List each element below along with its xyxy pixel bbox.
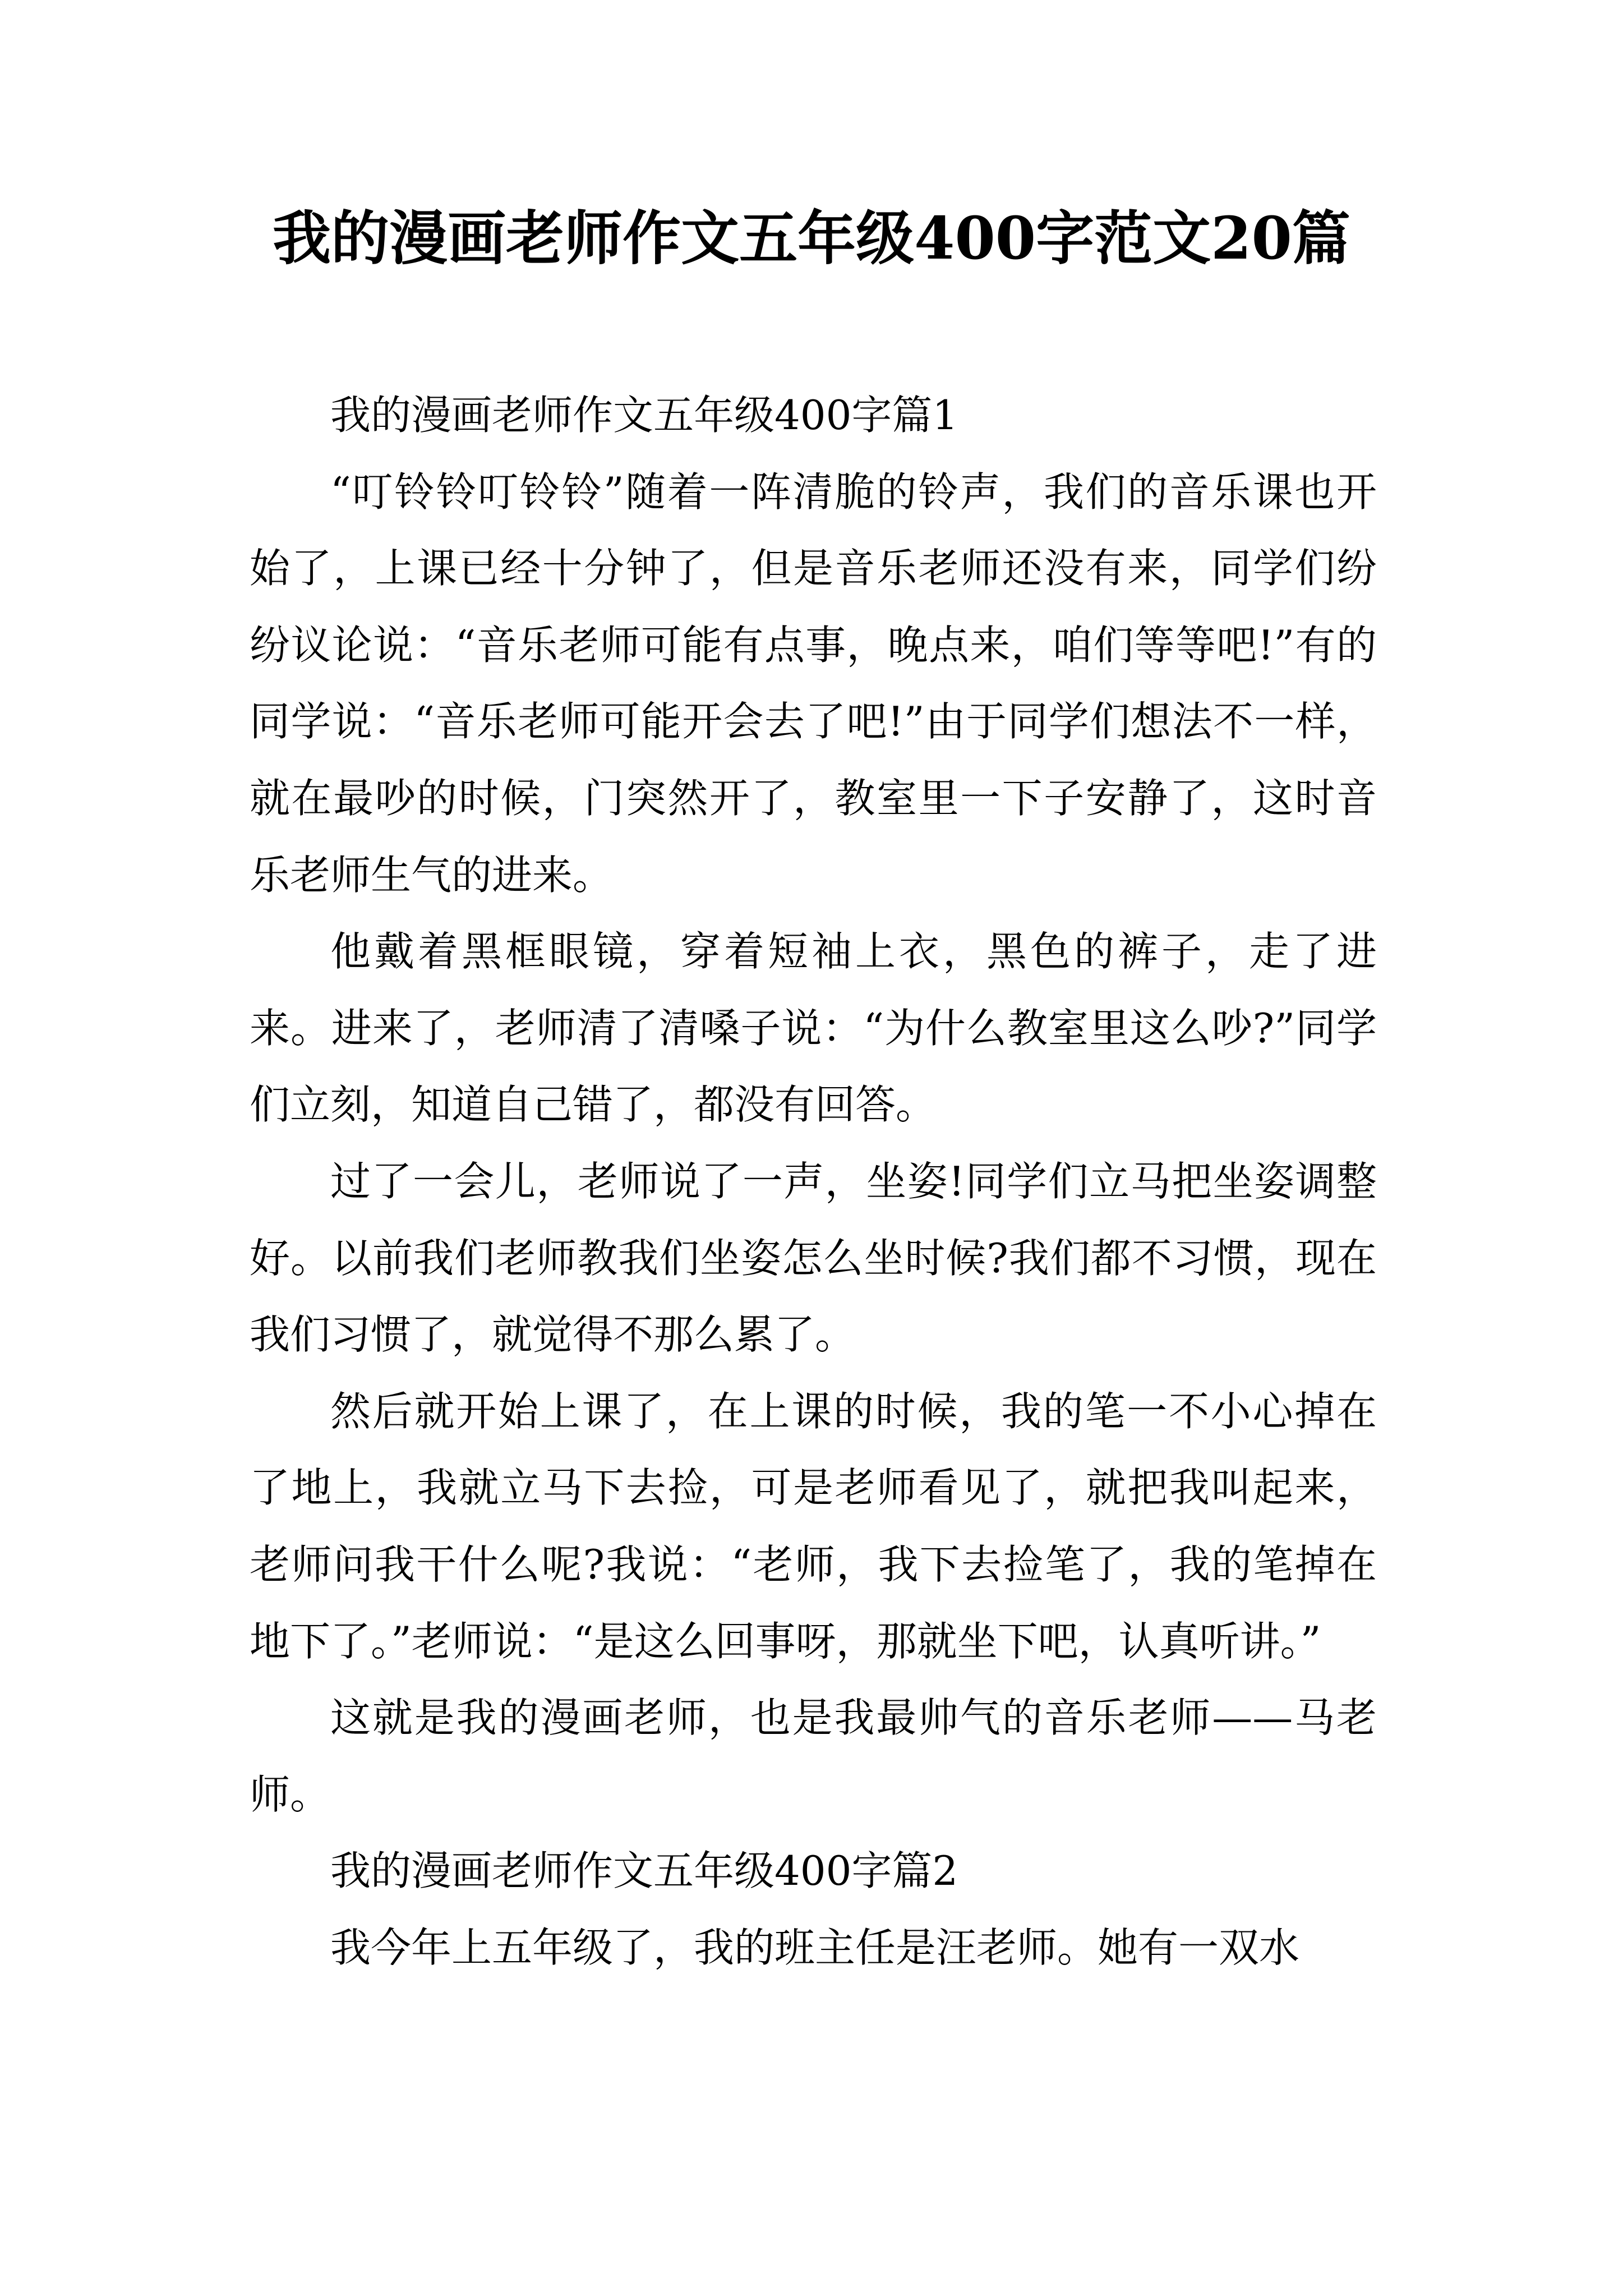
document-title: 我的漫画老师作文五年级400字范文20篇	[273, 204, 1350, 273]
document-body	[250, 377, 1377, 1986]
paragraph: 过了一会儿，老师说了一声，坐姿!同学们立马把坐姿调整好。以前我们老师教我们坐姿怎么坐时候?我们都不习惯，现在我们习惯了，就觉得不那么累了。	[250, 1157, 1377, 1359]
paragraph: 然后就开始上课了，在上课的时候，我的笔一不小心掉在了地上，我就立马下去捡，可是老师看见了，就把我叫起来，老师问我干什么呢?我说：“老师，我下去捡笔了，我的笔掉在地下了。”老师说：“是这么回事呀，那就坐下吧，认真听讲。”	[250, 1387, 1377, 1665]
paragraph: 我今年上五年级了，我的班主任是汪老师。她有一双水	[330, 1924, 1300, 1971]
section-heading-2: 我的漫画老师作文五年级400字篇2	[330, 1847, 958, 1895]
paragraph: 这就是我的漫画老师，也是我最帅气的音乐老师——马老师。	[250, 1694, 1377, 1818]
section-heading-1: 我的漫画老师作文五年级400字篇1	[330, 392, 958, 439]
paragraph: 他戴着黑框眼镜，穿着短袖上衣，黑色的裤子，走了进来。进来了，老师清了清嗓子说：“为什么教室里这么吵?”同学们立刻，知道自己错了，都没有回答。	[250, 928, 1377, 1129]
paragraph: “叮铃铃叮铃铃”随着一阵清脆的铃声，我们的音乐课也开始了，上课已经十分钟了，但是音乐老师还没有来，同学们纷纷议论说：“音乐老师可能有点事，晚点来，咱们等等吧!”有的同学说：“音乐老师可能开会去了吧!”由于同学们想法不一样，就在最吵的时候，门突然开了，教室里一下子安静了，这时音乐老师生气的进来。	[250, 468, 1377, 899]
